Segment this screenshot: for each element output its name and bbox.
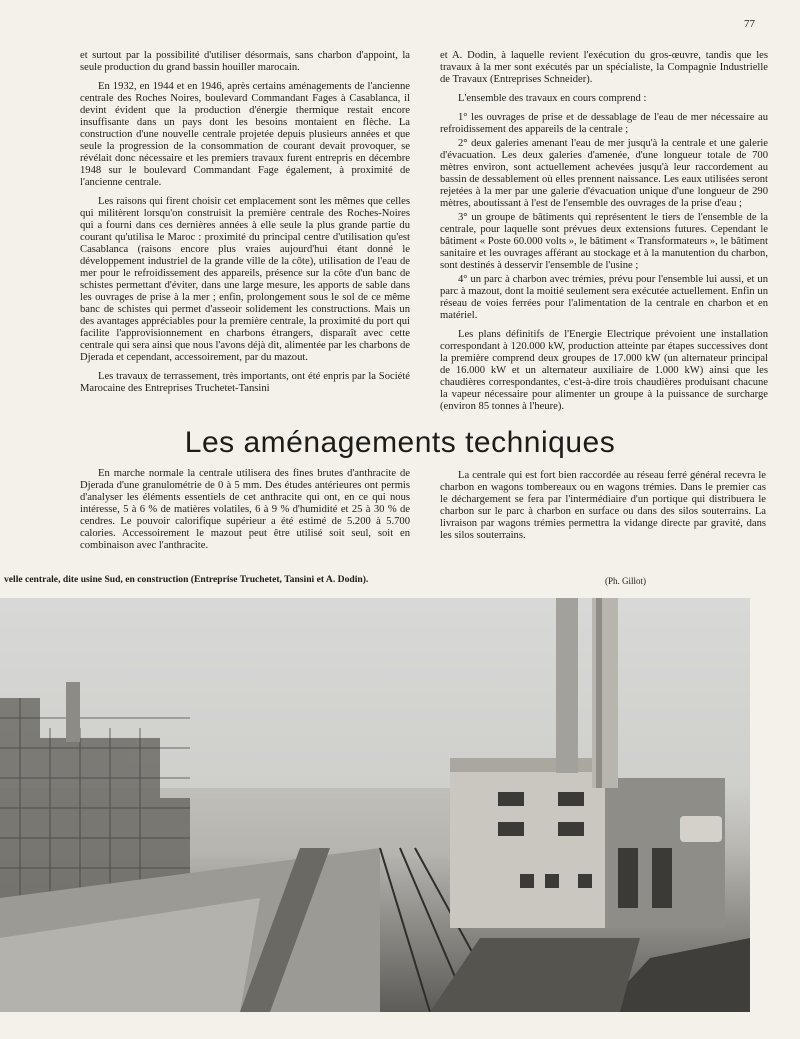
bottom-left-column bbox=[80, 468, 410, 559]
paragraph: En 1932, en 1944 et en 1946, après certains aménagements de l'ancienne centrale des Roches Noires, boulevard Commandant Fages à Casablanca, il devint évident que la production d'énergie thermique restait encore insuffisante dans un pays dont les besoins montaient en flèche. La construction d'une nouvelle centrale projetée depuis plusieurs années et que seule la progression de la consommation de courant devait provoquer, se révélait donc nécessaire et les premiers travaux furent entrepris en décembre 1948 sur le boulevard Commandant Fage également, à proximité de l'ancienne centrale. bbox=[80, 81, 410, 188]
paragraph: 4° un parc à charbon avec trémies, prévu pour l'ensemble lui aussi, et un parc à mazout, dont la moitié seulement sera exécutée actuellement. Enfin un réseau de voies ferrées pour l'alimentation de la centrale en charbon et en matériel. bbox=[440, 274, 768, 321]
top-left-column bbox=[80, 50, 410, 402]
paragraph: 3° un groupe de bâtiments qui représentent le tiers de l'ensemble de la centrale, pour laquelle sont prévues deux extensions futures. Cependant le bâtiment « Poste 60.000 volts », le bâtiment « Transformateurs », le bâtiment sanitaire et les ouvrages afférant au stockage et à la manutention du charbon, sont destinés à desservir l'ensemble de l'usine ; bbox=[440, 212, 768, 271]
photo-credit: (Ph. Gillot) bbox=[605, 576, 647, 586]
paragraph: L'ensemble des travaux en cours comprend : bbox=[458, 93, 647, 104]
bottom-right-column bbox=[440, 470, 766, 549]
paragraph: et A. Dodin, à laquelle revient l'exécution du gros-œuvre, tandis que les travaux à la mer sont exécutés par un spécialiste, la Compagnie Industrielle de Travaux (Entreprises Schneider). bbox=[440, 50, 768, 85]
paragraph: 2° deux galeries amenant l'eau de mer jusqu'à la centrale et une galerie d'évacuation. Les deux galeries d'amenée, d'une longueur totale de 700 mètres environ, sont actuellement achevées jusqu'à leur raccordement au bassin de dessablement où elles prennent naissance. Les eaux utilisées seront rejetées à la mer par une galerie d'évacuation unique d'une longueur de 290 mètres, aboutissant à l'est de l'ensemble des ouvrages de la prise d'eau ; bbox=[440, 138, 768, 209]
top-right-column bbox=[440, 50, 768, 420]
paragraph: Les travaux de terrassement, très importants, ont été enpris par la Société Marocaine des Entreprises Truchetet-Tansini bbox=[80, 371, 410, 394]
paragraph: 1° les ouvrages de prise et de dessablage de l'eau de mer nécessaire au refroidissement des appareils de la centrale ; bbox=[440, 112, 768, 135]
paragraph: et surtout par la possibilité d'utiliser désormais, sans charbon d'appoint, la seule production du grand bassin houiller marocain. bbox=[80, 50, 410, 73]
paragraph: Les plans définitifs de l'Energie Electrique prévoient une installation correspondant à 120.000 kW, production atteinte par étapes successives dont la première comprend deux groupes de 17.000 kW (un alternateur principal de 16.000 kW et un alternateur auxiliaire de 1.000 kW) ainsi que les chaudières correspondantes, c'est-à-dire trois chaudières produisant chacune la vapeur nécessaire pour alimenter un groupe à la puissance de surcharge (environ 85 tonnes à l'heure). bbox=[440, 329, 768, 412]
paragraph: En marche normale la centrale utilisera des fines brutes d'anthracite de Djerada d'une granulométrie de 0 à 5 mm. Des études antérieures ont permis d'analyser les éléments essentiels de cet anthracite qui ont, en ce qui nous intéresse, 5 à 6 % de matières volatiles, 6 à 9 % d'humidité et 25 à 30 % de cendres. Le pouvoir calorifique supérieur a été estimé de 5.200 à 5.700 calories. Accessoirement le mazout peut être utilisé soit seul, soit en combinaison avec l'anthracite. bbox=[80, 468, 410, 551]
page-number: 77 bbox=[744, 18, 755, 30]
section-title: Les aménagements techniques bbox=[184, 426, 616, 459]
photo-caption: velle centrale, dite usine Sud, en construction (Entreprise Truchetet, Tansini et A. Dodin). bbox=[4, 574, 369, 585]
construction-photo bbox=[0, 598, 750, 1012]
paragraph: La centrale qui est fort bien raccordée au réseau ferré général recevra le charbon en wagons tombereaux ou en wagons trémies. Dans le premier cas le déchargement se fera par l'intermédiaire d'un portique qui distribuera le charbon sur le parc à charbon en surface ou dans des silos souterrains. La livraison par wagons trémies permettra la vidange directe par gravité, dans les silos souterrains. bbox=[440, 470, 766, 541]
paragraph: Les raisons qui firent choisir cet emplacement sont les mêmes que celles qui militèrent lorsqu'on construisit la première centrale des Roches-Noires qui a fourni dans ces dernières années à elle seule la plus grande partie du courant qu'utilisa le Maroc : proximité du principal centre d'utilisation qu'est Casablanca (raisons encore plus vraies aujourd'hui étant donné le développement industriel de la grande ville de la côte), utilisation de l'eau de mer pour le refroidissement des appareils, présence sur la côte d'un banc de schistes permettant d'éviter, dans une large mesure, les apports de sable dans les ouvrages de prise à la mer ; enfin, prolongement sous le sol de ce même banc de schistes qui permet d'asseoir solidement les constructions. Mais un des avantages appréciables pour la première centrale, la proximité du port qui facilite l'approvisionnement en charbons étrangers, disparaît avec cette centrale qui sera ainsi que nous l'avons déjà dit, alimentée par les charbons de Djerada et cependant, accessoirement, par du mazout. bbox=[80, 196, 410, 363]
